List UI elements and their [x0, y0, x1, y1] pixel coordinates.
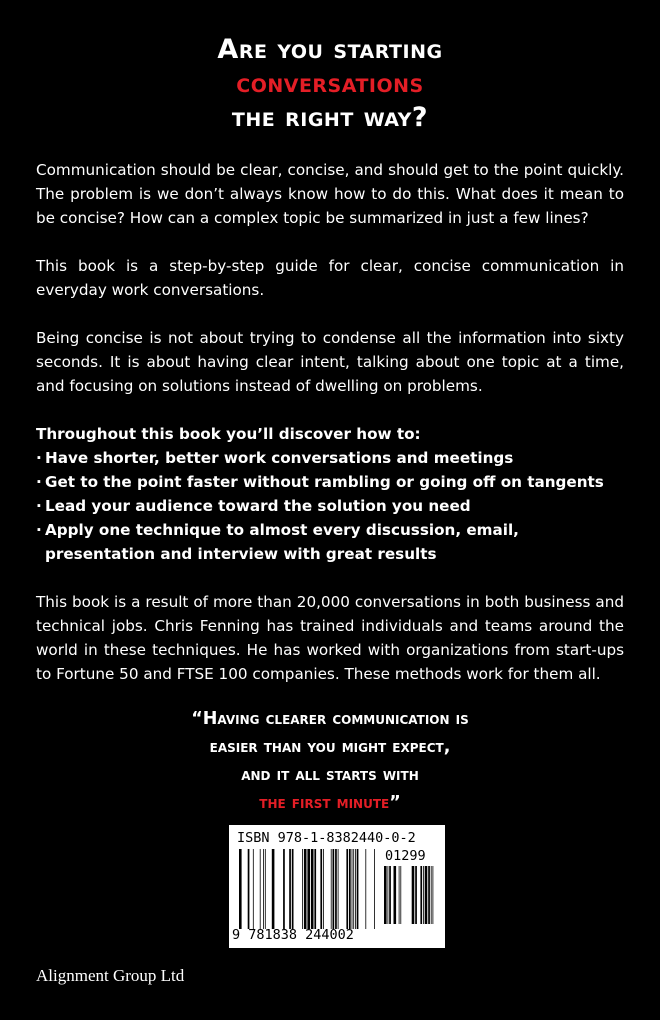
quote-line-2: easier than you might expect, [209, 737, 451, 757]
benefits-list [36, 422, 624, 566]
list-item [36, 494, 624, 518]
list-item [36, 518, 624, 566]
price-code: 01299 [385, 848, 426, 864]
quote-highlight: the first minute [259, 793, 390, 813]
publisher-name: Alignment Group Ltd [36, 966, 185, 985]
list-item-text: Have shorter, better work conversations and meetings [45, 449, 514, 467]
headline-line-3: the right way? [231, 102, 429, 133]
cover-headline [0, 33, 660, 135]
quote-line-3: and it all starts with [241, 765, 419, 785]
headline-line-1: Are you starting [217, 34, 443, 65]
list-item [36, 446, 624, 470]
quote-line-4 [0, 789, 660, 817]
quote-close-mark: ” [389, 793, 401, 813]
pull-quote [0, 705, 660, 817]
bullet-marker: · [36, 497, 42, 515]
list-item-text: Lead your audience toward the solution you need [45, 497, 471, 515]
blurb-paragraph-4: This book is a result of more than 20,000 conversations in both business and technical jobs. Chris Fenning has trained individuals and teams around the world in these techniques. He has worked with organizations from start-ups to Fortune 50 and FTSE 100 companies. These methods work for them all. [36, 593, 624, 683]
headline-line-2: conversations [236, 68, 424, 99]
bullet-marker: · [36, 449, 42, 467]
isbn-number: ISBN 978-1-8382440-0-2 [237, 830, 416, 846]
bullet-marker: · [36, 521, 42, 539]
benefits-intro: Throughout this book you’ll discover how to: [36, 425, 421, 443]
list-item-text: Get to the point faster without rambling or going off on tangents [45, 473, 604, 491]
addon-barcode-bars [384, 866, 440, 924]
blurb-paragraph-3: Being concise is not about trying to condense all the information into sixty seconds. It is about having clear intent, talking about one topic at a time, and focusing on solutions instead of dwelling on problems. [36, 329, 624, 395]
quote-line-1: “Having clearer communication is [191, 709, 469, 729]
ean-digits: 9 781838 244002 [232, 927, 354, 943]
isbn-barcode [229, 825, 445, 948]
ean-barcode-bars [239, 849, 377, 933]
bullet-marker: · [36, 473, 42, 491]
list-item [36, 470, 624, 494]
list-item-text: Apply one technique to almost every discussion, email, presentation and interview with great results [45, 521, 519, 563]
blurb-body [36, 158, 624, 710]
blurb-paragraph-2: This book is a step-by-step guide for clear, concise communication in everyday work conversations. [36, 257, 624, 299]
blurb-paragraph-1: Communication should be clear, concise, and should get to the point quickly. The problem is we don’t always know how to do this. What does it mean to be concise? How can a complex topic be summarized in just a few lines? [36, 161, 624, 227]
